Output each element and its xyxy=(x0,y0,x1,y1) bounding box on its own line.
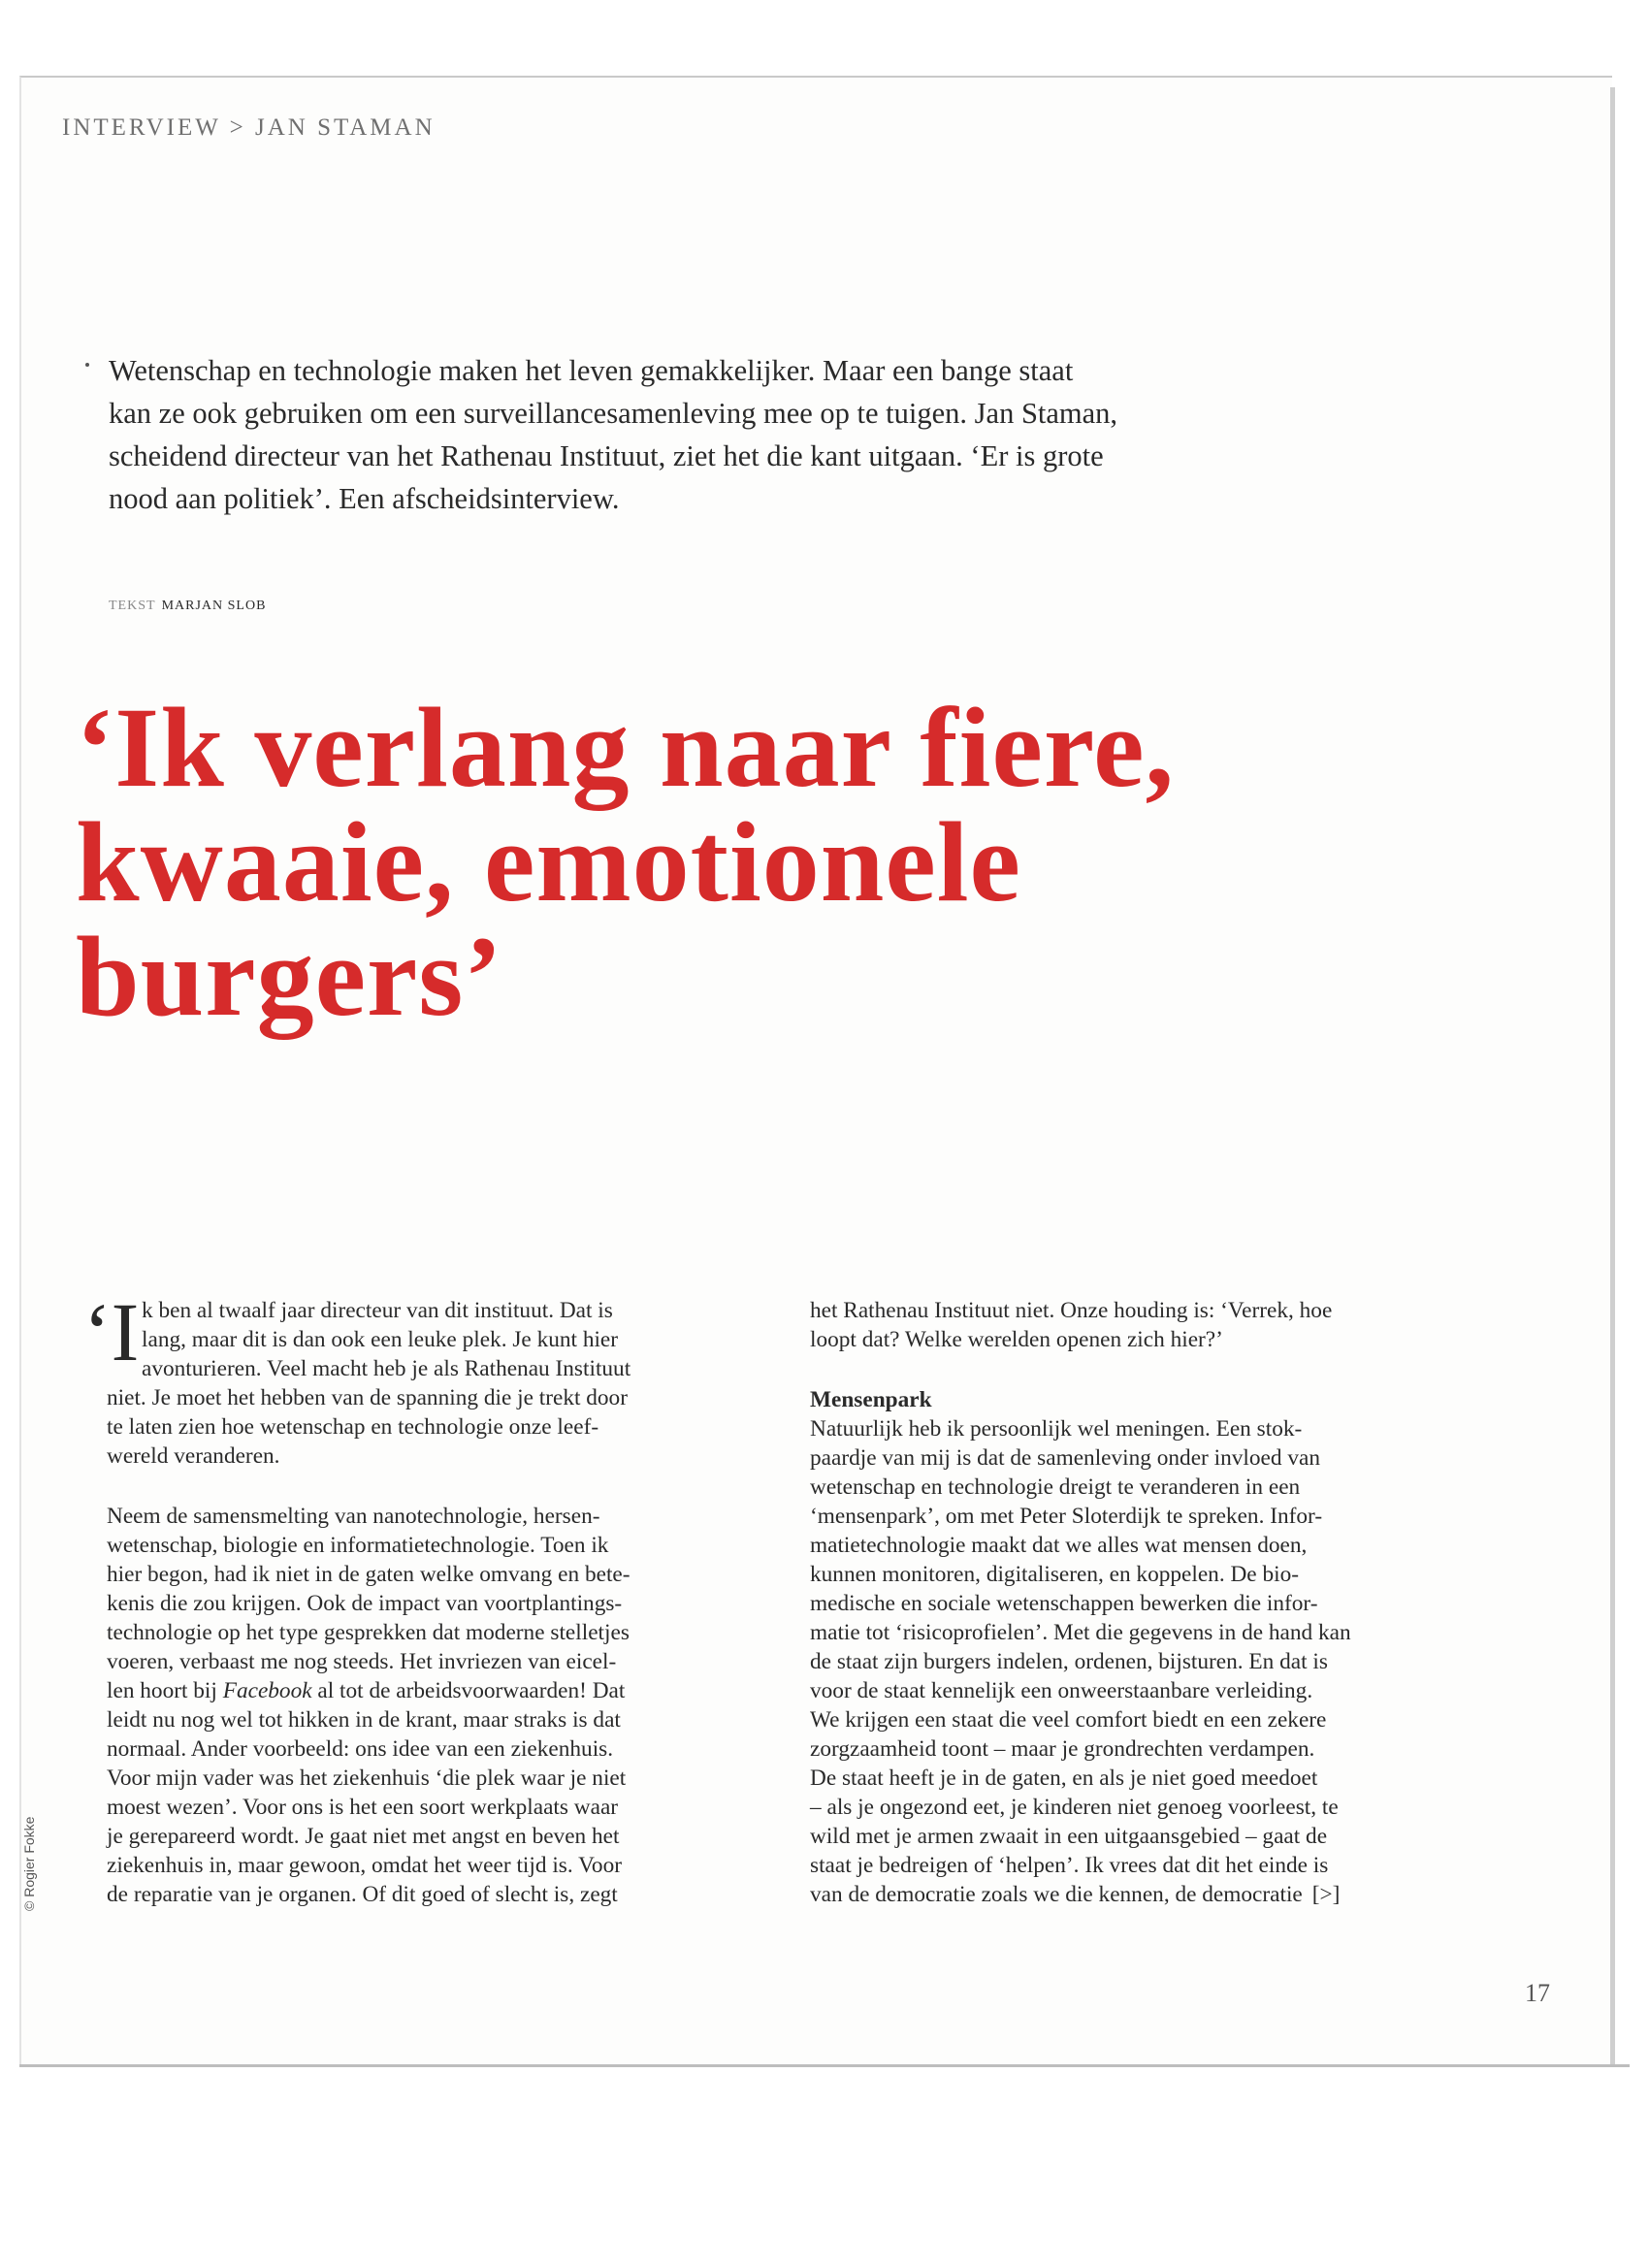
body-line: staat je bedreigen of ‘helpen’. Ik vrees dat dit het einde is xyxy=(810,1853,1329,1878)
intro-line: kan ze ook gebruiken om een surveillancesamenleving mee op te tuigen. Jan Staman, xyxy=(109,397,1118,430)
print-speck xyxy=(85,363,89,367)
body-line: het Rathenau Instituut niet. Onze houding is: ‘Verrek, hoe xyxy=(810,1298,1333,1323)
body-line: Natuurlijk heb ik persoonlijk wel meningen. Een stok- xyxy=(810,1416,1303,1442)
body-line: niet. Je moet het hebben van de spanning die je trekt door xyxy=(107,1385,628,1410)
subheading-mensenpark: Mensenpark xyxy=(810,1387,932,1412)
body-column-right xyxy=(810,1296,1460,1909)
section-label: INTERVIEW > JAN STAMAN xyxy=(62,114,436,141)
body-line xyxy=(107,1676,757,1705)
body-line: Neem de samensmelting van nanotechnologie, hersen- xyxy=(107,1504,600,1529)
page-edge-bottom xyxy=(19,2064,1630,2067)
body-line: voor de staat kennelijk een onweerstaanbare verleiding. xyxy=(810,1678,1313,1703)
body-line: k ben al twaalf jaar directeur van dit instituut. Dat is xyxy=(142,1298,613,1323)
intro-paragraph xyxy=(109,349,1341,520)
body-line: ziekenhuis in, maar gewoon, omdat het weer tijd is. Voor xyxy=(107,1853,622,1878)
body-line: wild met je armen zwaait in een uitgaansgebied – gaat de xyxy=(810,1824,1328,1849)
body-line: Voor mijn vader was het ziekenhuis ‘die plek waar je niet xyxy=(107,1766,627,1791)
body-line: lang, maar dit is dan ook een leuke plek. Je kunt hier xyxy=(142,1327,619,1352)
body-line: voeren, verbaast me nog steeds. Het invriezen van eicel- xyxy=(107,1649,617,1674)
body-line xyxy=(810,1880,1460,1909)
body-line: de reparatie van je organen. Of dit goed of slecht is, zegt xyxy=(107,1882,618,1907)
body-line: wereld veranderen. xyxy=(107,1443,280,1469)
continued-marker: [>] xyxy=(1311,1882,1341,1907)
facebook-reference: Facebook xyxy=(222,1678,312,1703)
headline-line: kwaaie, emotionele xyxy=(76,798,1021,925)
body-line: normaal. Ander voorbeeld: ons idee van een ziekenhuis. xyxy=(107,1736,614,1762)
body-text: al tot de arbeidsvoorwaarden! Dat xyxy=(311,1678,626,1703)
body-line: matietechnologie maakt dat we alles wat mensen doen, xyxy=(810,1533,1308,1558)
body-line: matie tot ‘risicoprofielen’. Met die gegevens in de hand kan xyxy=(810,1620,1351,1645)
headline-line: ‘Ik verlang naar fiere, xyxy=(76,684,1175,811)
photo-credit: © Rogier Fokke xyxy=(21,1816,37,1911)
intro-line: scheidend directeur van het Rathenau Instituut, ziet het die kant uitgaan. ‘Er is grote xyxy=(109,439,1104,472)
page-edge-right xyxy=(1610,87,1615,2066)
body-text: len hoort bij xyxy=(107,1678,223,1703)
body-line: loopt dat? Welke werelden openen zich hier?’ xyxy=(810,1327,1223,1352)
body-line: kunnen monitoren, digitaliseren, en koppelen. De bio- xyxy=(810,1562,1299,1587)
body-line: De staat heeft je in de gaten, en als je niet goed meedoet xyxy=(810,1766,1318,1791)
body-line: We krijgen een staat die veel comfort biedt en een zekere xyxy=(810,1707,1327,1733)
body-line: wetenschap, biologie en informatietechnologie. Toen ik xyxy=(107,1533,609,1558)
body-line: je gerepareerd wordt. Je gaat niet met angst en beven het xyxy=(107,1824,620,1849)
body-line: moest wezen’. Voor ons is het een soort werkplaats waar xyxy=(107,1795,619,1820)
body-line: te laten zien hoe wetenschap en technologie onze leef- xyxy=(107,1414,599,1440)
body-line: wetenschap en technologie dreigt te veranderen in een xyxy=(810,1474,1301,1500)
drop-cap: ‘I xyxy=(83,1285,140,1378)
byline-label: TEKST xyxy=(109,599,156,613)
body-line: medische en sociale wetenschappen bewerken die infor- xyxy=(810,1591,1318,1616)
body-line: ‘mensenpark’, om met Peter Sloterdijk te spreken. Infor- xyxy=(810,1504,1323,1529)
body-line: hier begon, had ik niet in de gaten welke omvang en bete- xyxy=(107,1562,630,1587)
body-line: technologie op het type gesprekken dat moderne stelletjes xyxy=(107,1620,630,1645)
body-text: van de democratie zoals we die kennen, de democratie xyxy=(810,1882,1303,1907)
body-line: avonturieren. Veel macht heb je als Rathenau Instituut xyxy=(142,1356,631,1381)
intro-line: Wetenschap en technologie maken het leven gemakkelijker. Maar een bange staat xyxy=(109,354,1074,387)
byline xyxy=(109,599,266,614)
body-line: paardje van mij is dat de samenleving onder invloed van xyxy=(810,1445,1320,1471)
body-line: leidt nu nog wel tot hikken in de krant, maar straks is dat xyxy=(107,1707,621,1733)
body-line: zorgzaamheid toont – maar je grondrechten verdampen. xyxy=(810,1736,1315,1762)
body-line: de staat zijn burgers indelen, ordenen, bijsturen. En dat is xyxy=(810,1649,1328,1674)
body-line: – als je ongezond eet, je kinderen niet genoeg voorleest, te xyxy=(810,1795,1339,1820)
intro-line: nood aan politiek’. Een afscheidsinterview. xyxy=(109,482,620,515)
body-column-left xyxy=(107,1296,757,1909)
headline xyxy=(76,684,1482,1040)
byline-author: MARJAN SLOB xyxy=(161,599,267,613)
page-number: 17 xyxy=(1525,1979,1550,2007)
headline-line: burgers’ xyxy=(76,913,503,1040)
body-line: kenis die zou krijgen. Ook de impact van voortplantings- xyxy=(107,1591,623,1616)
